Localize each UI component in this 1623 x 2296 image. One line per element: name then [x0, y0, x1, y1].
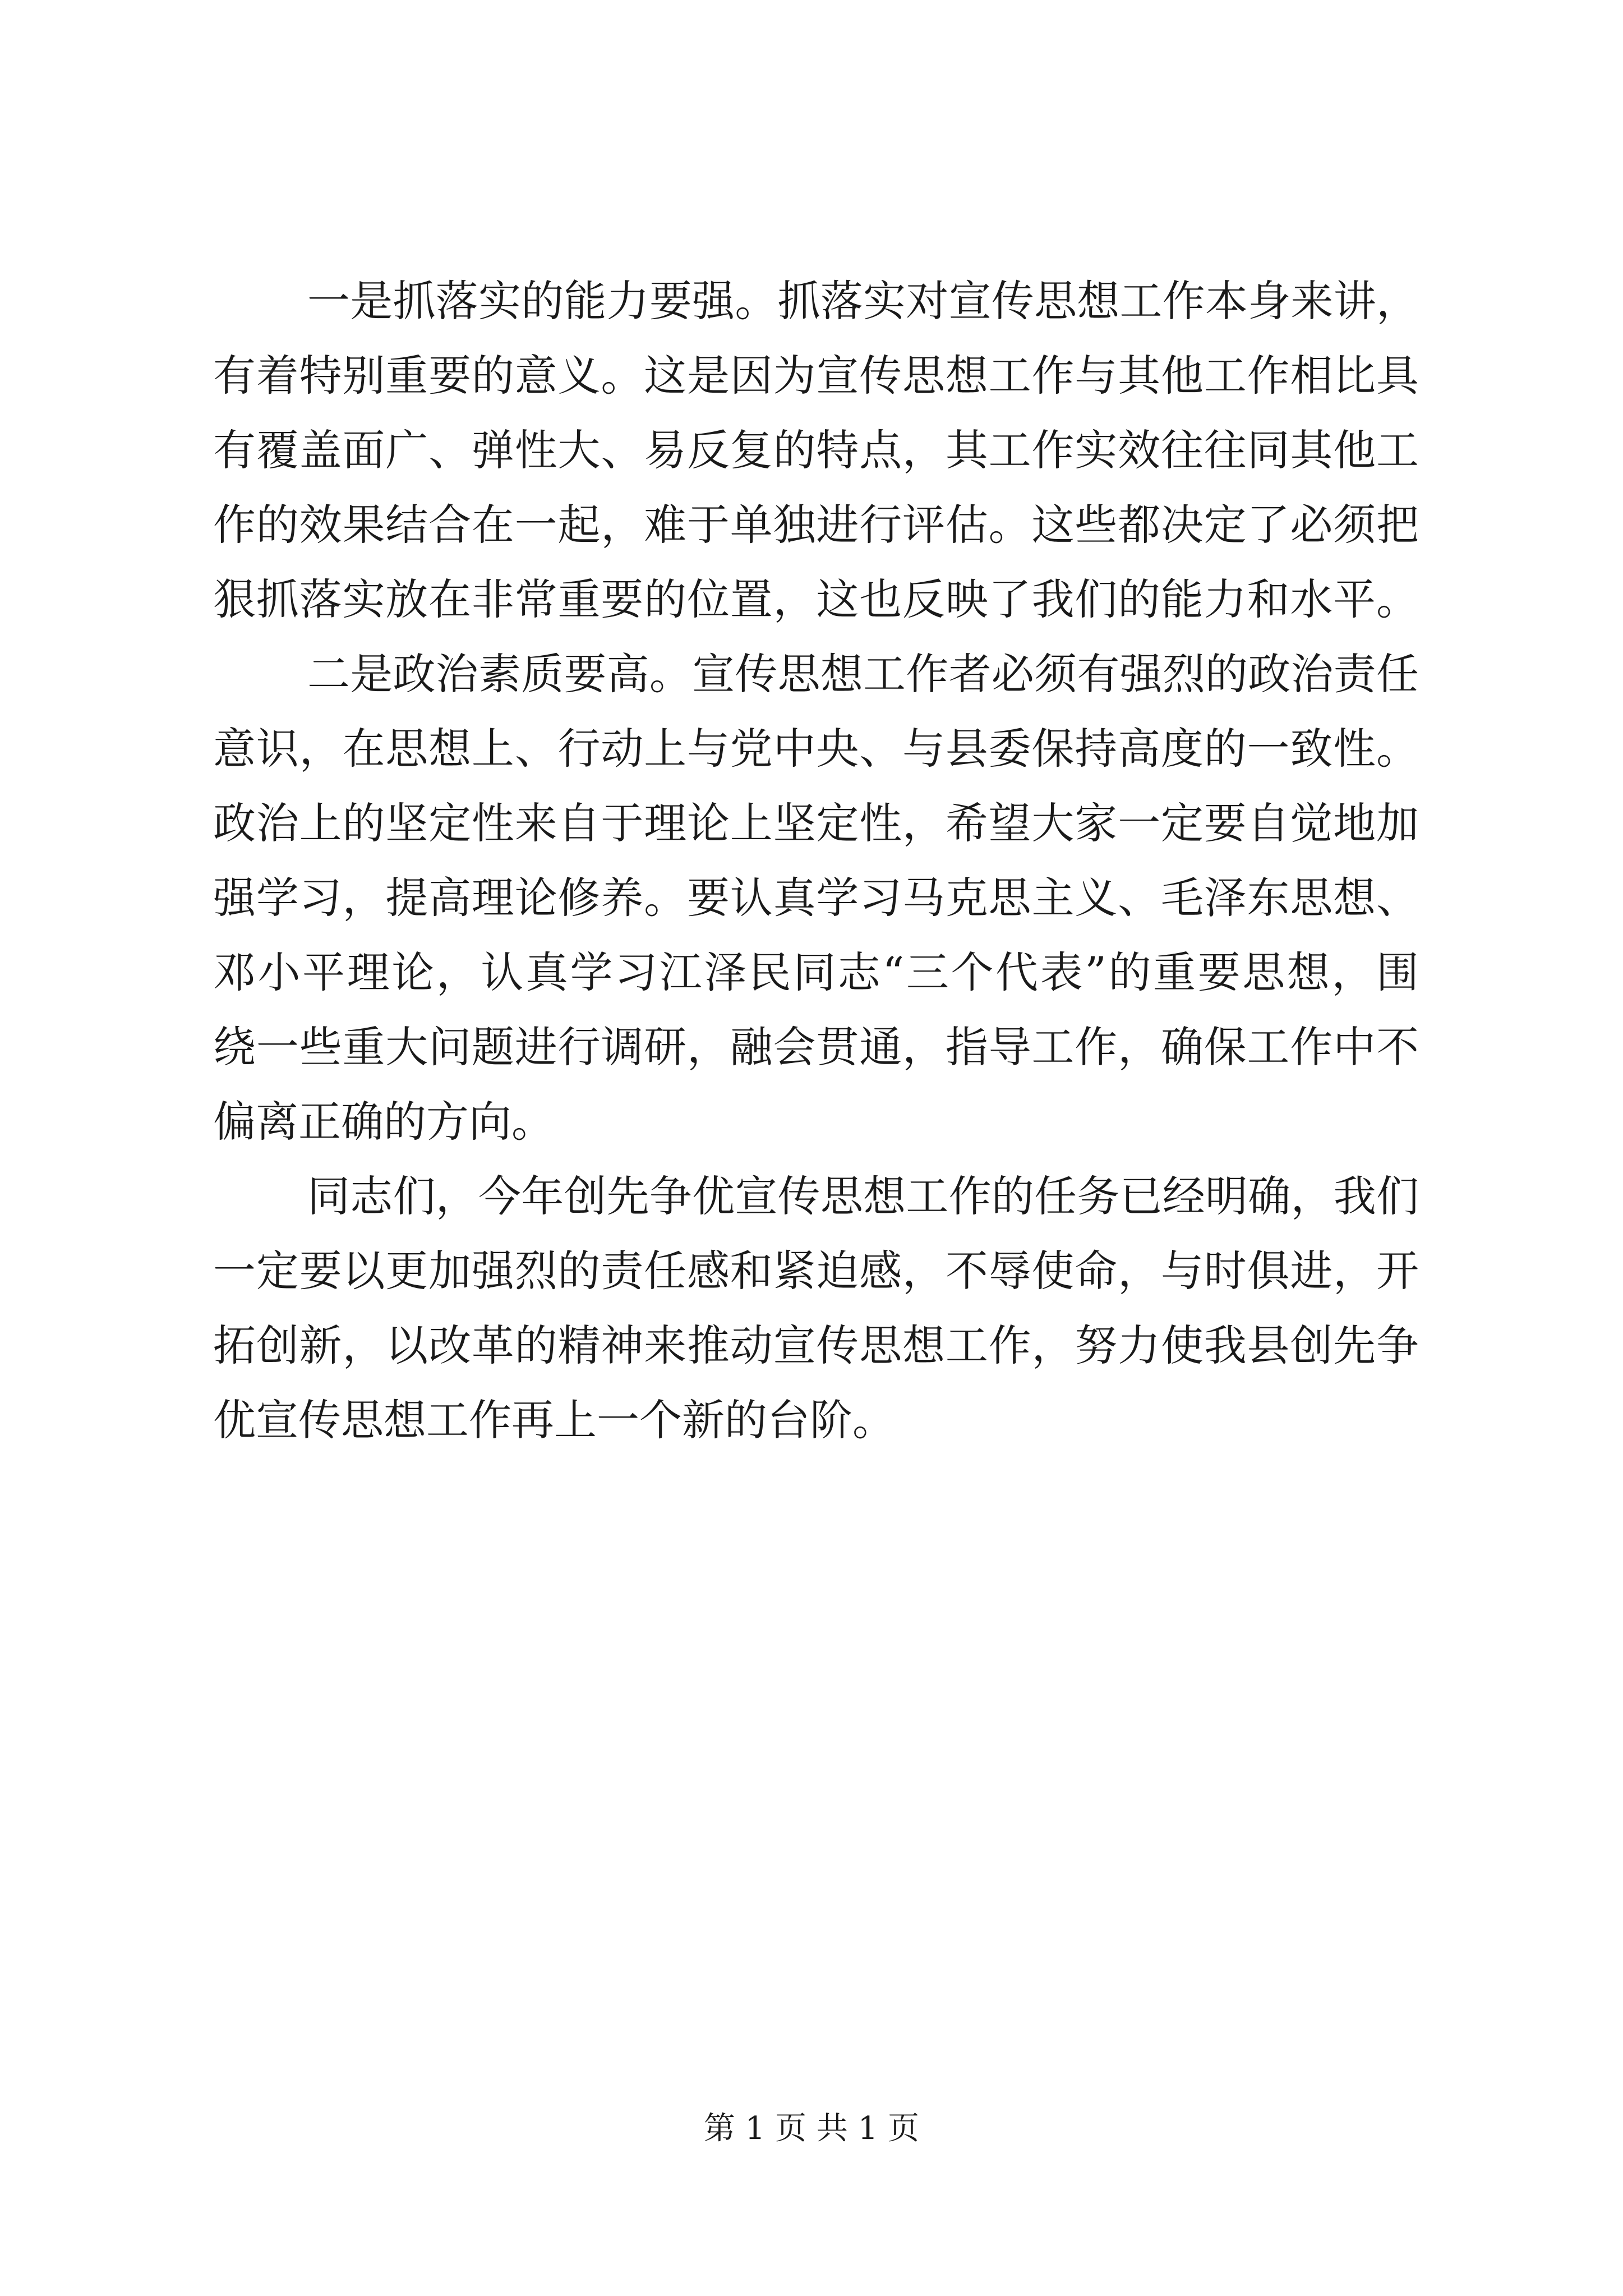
paragraph-2 [213, 637, 1419, 1159]
paragraph-line: 邓小平理论，认真学习江泽民同志“三个代表”的重要思想，围 [213, 947, 1419, 997]
paragraph-line: 拓创新，以改革的精神来推动宣传思想工作，努力使我县创先争 [213, 1320, 1419, 1370]
paragraph-line: 有覆盖面广、弹性大、易反复的特点，其工作实效往往同其他工 [213, 425, 1419, 475]
paragraph-line: 强学习，提高理论修养。要认真学习马克思主义、毛泽东思想、 [213, 873, 1419, 923]
paragraph-line: 一定要以更加强烈的责任感和紧迫感，不辱使命，与时俱进，开 [213, 1246, 1419, 1296]
paragraph-line: 二是政治素质要高。宣传思想工作者必须有强烈的政治责任 [307, 649, 1419, 699]
document-body [213, 264, 1419, 1457]
paragraph-line: 意识，在思想上、行动上与党中央、与县委保持高度的一致性。 [213, 724, 1419, 774]
paragraph-1 [213, 264, 1419, 637]
paragraph-line: 一是抓落实的能力要强。抓落实对宣传思想工作本身来讲， [307, 276, 1419, 326]
paragraph-line: 有着特别重要的意义。这是因为宣传思想工作与其他工作相比具 [213, 351, 1419, 401]
paragraph-line: 同志们，今年创先争优宣传思想工作的任务已经明确，我们 [307, 1171, 1419, 1221]
paragraph-line: 偏离正确的方向。 [213, 1097, 554, 1147]
paragraph-line: 作的效果结合在一起，难于单独进行评估。这些都决定了必须把 [213, 500, 1419, 550]
paragraph-line: 优宣传思想工作再上一个新的台阶。 [213, 1395, 895, 1445]
page-footer: 第 1 页 共 1 页 [703, 2110, 920, 2147]
paragraph-line: 狠抓落实放在非常重要的位置，这也反映了我们的能力和水平。 [213, 574, 1419, 624]
paragraph-line: 绕一些重大问题进行调研，融会贯通，指导工作，确保工作中不 [213, 1022, 1419, 1072]
paragraph-3 [213, 1159, 1419, 1457]
paragraph-line: 政治上的坚定性来自于理论上坚定性，希望大家一定要自觉地加 [213, 798, 1419, 848]
